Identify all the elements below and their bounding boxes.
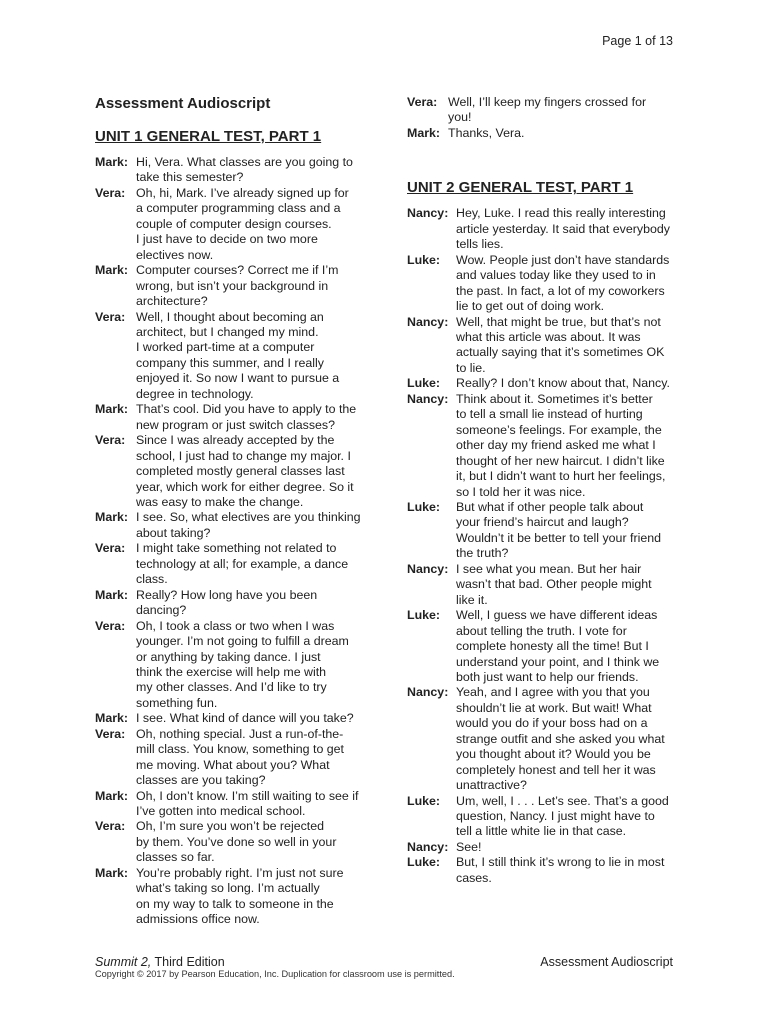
- dialogue-line: [407, 562, 697, 608]
- dialogue-text: Yeah, and I agree with you that you shouldn’t lie at work. But wait! What would you do if your boss had on a strange outfit and she asked you what you thought about it? Would you be completely honest and tell her it was unattractive?: [456, 685, 665, 793]
- dialogue-line: [407, 685, 697, 793]
- footer-book-title: [95, 955, 225, 969]
- unit-1-heading: UNIT 1 GENERAL TEST, PART 1: [95, 128, 322, 145]
- dialogue-line: [95, 866, 385, 928]
- dialogue-text: Well, I guess we have different ideas about telling the truth. I vote for complete honesty all the time! But I understand your point, and I think we both just want to help our friends.: [456, 608, 660, 684]
- dialogue-line: [407, 253, 697, 315]
- dialogue-line: [95, 541, 385, 587]
- dialogue-line: [95, 402, 385, 433]
- speaker-name: Mark:: [95, 263, 129, 278]
- dialogue-text: Hi, Vera. What classes are you going to take this semester?: [136, 155, 353, 185]
- dialogue-text: I see what you mean. But her hair wasn’t that bad. Other people might like it.: [456, 561, 652, 607]
- speaker-name: Vera:: [95, 433, 126, 448]
- dialogue-line: [407, 392, 697, 500]
- speaker-name: Mark:: [95, 865, 129, 880]
- dialogue-text: Think about it. Sometimes it’s better to tell a small lie instead of hurting someone’s feelings. For example, the other day my friend asked me what I thought of her new haircut. I didn’t like it, but I didn’t want to hurt her feelings, so I told her it was nice.: [456, 391, 666, 499]
- dialogue-text: Well, I’ll keep my fingers crossed for you!: [448, 95, 647, 125]
- document-title: Assessment Audioscript: [95, 95, 271, 112]
- dialogue-text: Since I was already accepted by the school, I just had to change my major. I completed mostly general classes last year, which work for either degree. So it was easy to make the change.: [136, 433, 354, 509]
- dialogue-line: [95, 433, 385, 510]
- dialogue-text: Really? I don’t know about that, Nancy.: [456, 376, 670, 391]
- speaker-name: Vera:: [95, 541, 126, 556]
- unit-2-dialogue: [407, 206, 697, 886]
- dialogue-line: [407, 794, 697, 840]
- dialogue-text: Oh, I’m sure you won’t be rejected by them. You’ve done so well in your classes so far.: [136, 819, 337, 865]
- dialogue-line: [407, 855, 697, 886]
- edition: Third Edition: [151, 955, 225, 969]
- dialogue-line: [95, 789, 385, 820]
- speaker-name: Nancy:: [407, 206, 449, 221]
- dialogue-line: [407, 95, 697, 126]
- dialogue-line: [95, 186, 385, 263]
- speaker-name: Luke:: [407, 793, 441, 808]
- speaker-name: Nancy:: [407, 839, 449, 854]
- speaker-name: Vera:: [95, 309, 126, 324]
- left-column: [95, 128, 385, 928]
- dialogue-line: [95, 310, 385, 403]
- dialogue-line: [407, 376, 697, 391]
- speaker-name: Mark:: [407, 125, 441, 140]
- dialogue-text: But, I still think it’s wrong to lie in most cases.: [456, 855, 665, 885]
- speaker-name: Nancy:: [407, 561, 449, 576]
- dialogue-line: [95, 510, 385, 541]
- dialogue-text: Hey, Luke. I read this really interesting article yesterday. It said that everybody tells lies.: [456, 206, 670, 252]
- dialogue-text: Well, that might be true, but that’s not what this article was about. It was actually saying that it’s sometimes OK to lie.: [456, 314, 665, 375]
- dialogue-text: I see. So, what electives are you thinking about taking?: [136, 510, 361, 540]
- dialogue-text: Oh, I don’t know. I’m still waiting to see if I’ve gotten into medical school.: [136, 788, 359, 819]
- speaker-name: Nancy:: [407, 685, 449, 700]
- speaker-name: Mark:: [95, 711, 129, 726]
- dialogue-line: [407, 315, 697, 377]
- speaker-name: Vera:: [95, 726, 126, 741]
- copyright-notice: Copyright © 2017 by Pearson Education, Inc. Duplication for classroom use is permitted.: [95, 969, 455, 979]
- speaker-name: Vera:: [407, 95, 438, 109]
- dialogue-text: Oh, I took a class or two when I was younger. I’m not going to fulfill a dream or anything by taking dance. I just think the exercise will help me with my other classes. And I’d like to try something fun.: [136, 618, 349, 710]
- speaker-name: Vera:: [95, 185, 126, 200]
- dialogue-text: Really? How long have you been dancing?: [136, 587, 318, 618]
- dialogue-text: Well, I thought about becoming an architect, but I changed my mind. I worked part-time at a computer company this summer, and I really enjoyed it. So now I want to pursue a degree in technology.: [136, 309, 340, 401]
- dialogue-text: Thanks, Vera.: [448, 125, 525, 140]
- speaker-name: Mark:: [95, 155, 129, 169]
- dialogue-text: Oh, hi, Mark. I’ve already signed up for a computer programming class and a couple of computer design courses. I just have to decide on two more electives now.: [136, 185, 349, 262]
- speaker-name: Luke:: [407, 499, 441, 514]
- right-column: [407, 95, 697, 886]
- dialogue-line: [95, 727, 385, 789]
- speaker-name: Mark:: [95, 587, 129, 602]
- dialogue-line: [407, 500, 697, 562]
- footer-doc-title: Assessment Audioscript: [540, 955, 673, 969]
- speaker-name: Nancy:: [407, 391, 449, 406]
- unit-2-heading: UNIT 2 GENERAL TEST, PART 1: [407, 179, 634, 197]
- unit-1-dialogue: [95, 155, 385, 928]
- speaker-name: Luke:: [407, 252, 441, 267]
- speaker-name: Luke:: [407, 855, 441, 870]
- speaker-name: Mark:: [95, 402, 129, 417]
- dialogue-text: That’s cool. Did you have to apply to the new program or just switch classes?: [136, 402, 357, 432]
- dialogue-line: [407, 126, 697, 141]
- speaker-name: Mark:: [95, 788, 129, 803]
- speaker-name: Mark:: [95, 510, 129, 525]
- dialogue-text: But what if other people talk about your friend’s haircut and laugh? Wouldn’t it be better to tell your friend the truth?: [456, 499, 662, 561]
- dialogue-line: [95, 619, 385, 712]
- dialogue-line: [95, 263, 385, 309]
- speaker-name: Luke:: [407, 376, 441, 391]
- dialogue-line: [95, 711, 385, 726]
- dialogue-text: Wow. People just don’t have standards and values today like they used to in the past. In fact, a lot of my coworkers lie to get out of doing work.: [456, 252, 670, 314]
- dialogue-line: [95, 588, 385, 619]
- dialogue-line: [407, 206, 697, 252]
- dialogue-text: You’re probably right. I’m just not sure what’s taking so long. I’m actually on my way to talk to someone in the admissions office now.: [136, 865, 344, 927]
- dialogue-line: [95, 155, 385, 186]
- speaker-name: Nancy:: [407, 314, 449, 329]
- dialogue-line: [95, 819, 385, 865]
- dialogue-text: Um, well, I . . . Let’s see. That’s a good question, Nancy. I just might have to tell a little white lie in that case.: [456, 793, 669, 839]
- speaker-name: Vera:: [95, 618, 126, 633]
- dialogue-text: I might take something not related to technology at all; for example, a dance class.: [136, 541, 349, 587]
- dialogue-line: [407, 608, 697, 685]
- dialogue-text: Computer courses? Correct me if I’m wrong, but isn’t your background in architecture?: [136, 263, 339, 309]
- page-number: Page 1 of 13: [602, 34, 673, 48]
- book-title: Summit 2,: [95, 955, 152, 969]
- unit-1-dialogue-continued: [407, 95, 697, 141]
- speaker-name: Vera:: [95, 819, 126, 834]
- dialogue-text: Oh, nothing special. Just a run-of-the- mill class. You know, something to get me moving. What about you? What classes are you taking?: [136, 726, 345, 788]
- dialogue-text: See!: [456, 839, 482, 854]
- speaker-name: Luke:: [407, 608, 441, 623]
- dialogue-text: I see. What kind of dance will you take?: [136, 711, 354, 726]
- dialogue-line: [407, 840, 697, 855]
